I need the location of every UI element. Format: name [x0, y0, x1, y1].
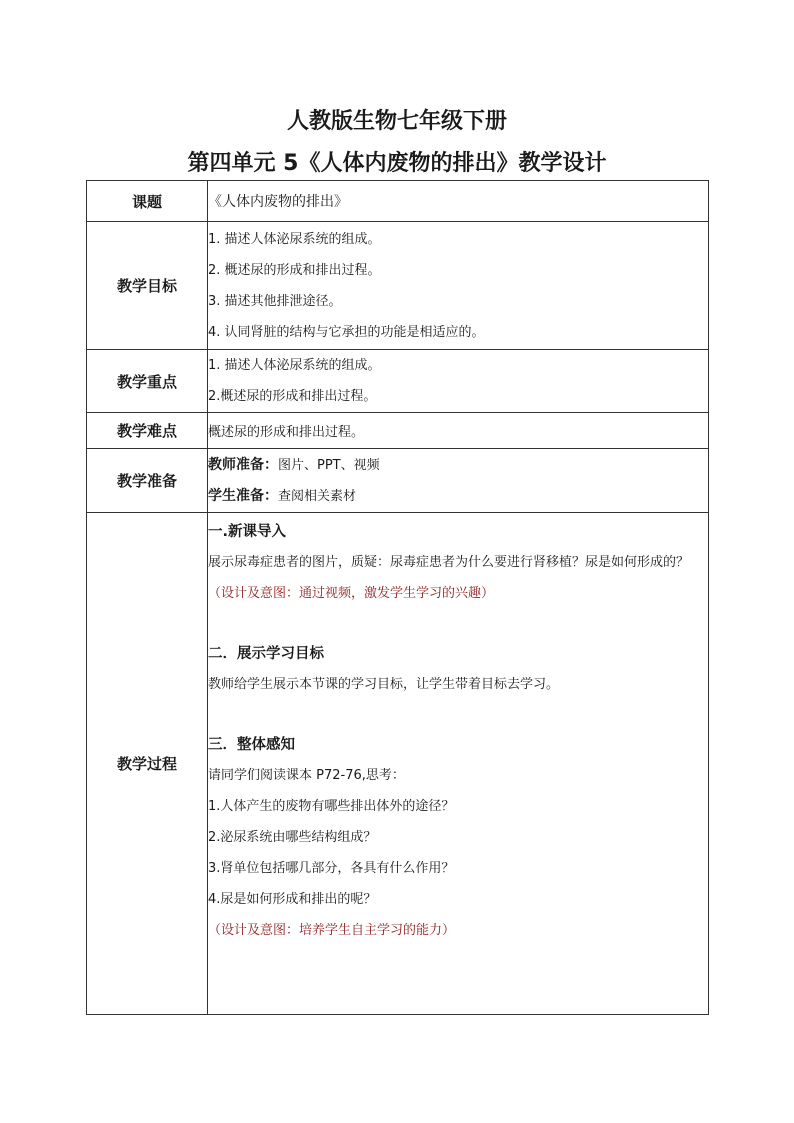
- list-item: 1. 描述人体泌尿系统的组成。: [208, 231, 381, 247]
- teacher-preparation-label: 教师准备：: [208, 456, 278, 473]
- topic-label: 课题: [87, 181, 208, 222]
- table-row-objectives: [87, 222, 709, 350]
- list-item: 1. 描述人体泌尿系统的组成。: [208, 358, 381, 373]
- lesson-plan-table: [86, 180, 709, 1015]
- difficulties-label: 教学难点: [87, 413, 208, 449]
- document-subtitle: 第四单元 5《人体内废物的排出》教学设计: [187, 151, 607, 176]
- section-heading-objectives: 二．展示学习目标: [208, 646, 324, 662]
- design-note: （设计及意图：通过视频，激发学生学习的兴趣）: [208, 586, 495, 601]
- table-row-topic: [87, 181, 709, 222]
- process-content: [208, 513, 709, 1015]
- section-heading-intro: 一.新课导入: [208, 524, 287, 540]
- key-points-label: 教学重点: [87, 350, 208, 413]
- document-title: 人教版生物七年级下册: [286, 109, 507, 134]
- teacher-preparation-value: 图片、PPT、视频: [278, 457, 380, 473]
- list-item: 4. 认同肾脏的结构与它承担的功能是相适应的。: [208, 324, 485, 340]
- topic-value: 《人体内废物的排出》: [208, 181, 709, 222]
- question-item: 2.泌尿系统由哪些结构组成？: [208, 830, 377, 845]
- section-heading-overview: 三．整体感知: [208, 737, 295, 753]
- section-text-intro: 展示尿毒症患者的图片，质疑：尿毒症患者为什么要进行肾移植？尿是如何形成的？: [208, 555, 690, 570]
- objectives-content: [208, 222, 709, 350]
- student-preparation-value: 查阅相关素材: [278, 488, 357, 504]
- table-row-key-points: [87, 350, 709, 413]
- list-item: 2. 概述尿的形成和排出过程。: [208, 262, 381, 278]
- objectives-label: 教学目标: [87, 222, 208, 350]
- preparation-label: 教学准备: [87, 449, 208, 513]
- student-preparation-label: 学生准备：: [208, 487, 278, 504]
- teacher-preparation: [208, 450, 708, 481]
- table-row-preparation: [87, 449, 709, 513]
- key-points-content: [208, 350, 709, 413]
- section-intro-overview: 请同学们阅读课本 P72-76,思考：: [208, 768, 405, 783]
- difficulties-value: 概述尿的形成和排出过程。: [208, 413, 709, 449]
- question-item: 1.人体产生的废物有哪些排出体外的途径？: [208, 799, 455, 814]
- process-label: 教学过程: [87, 513, 208, 1015]
- preparation-content: [208, 449, 709, 513]
- question-item: 4.尿是如何形成和排出的呢？: [208, 892, 377, 907]
- table-row-difficulties: [87, 413, 709, 449]
- design-note: （设计及意图：培养学生自主学习的能力）: [208, 923, 456, 938]
- table-row-process: [87, 513, 709, 1015]
- section-text-objectives: 教师给学生展示本节课的学习目标，让学生带着目标去学习。: [208, 677, 560, 692]
- list-item: 3. 描述其他排泄途径。: [208, 293, 342, 309]
- list-item: 2.概述尿的形成和排出过程。: [208, 389, 377, 404]
- question-item: 3.肾单位包括哪几部分，各具有什么作用？: [208, 861, 455, 876]
- student-preparation: [208, 481, 708, 512]
